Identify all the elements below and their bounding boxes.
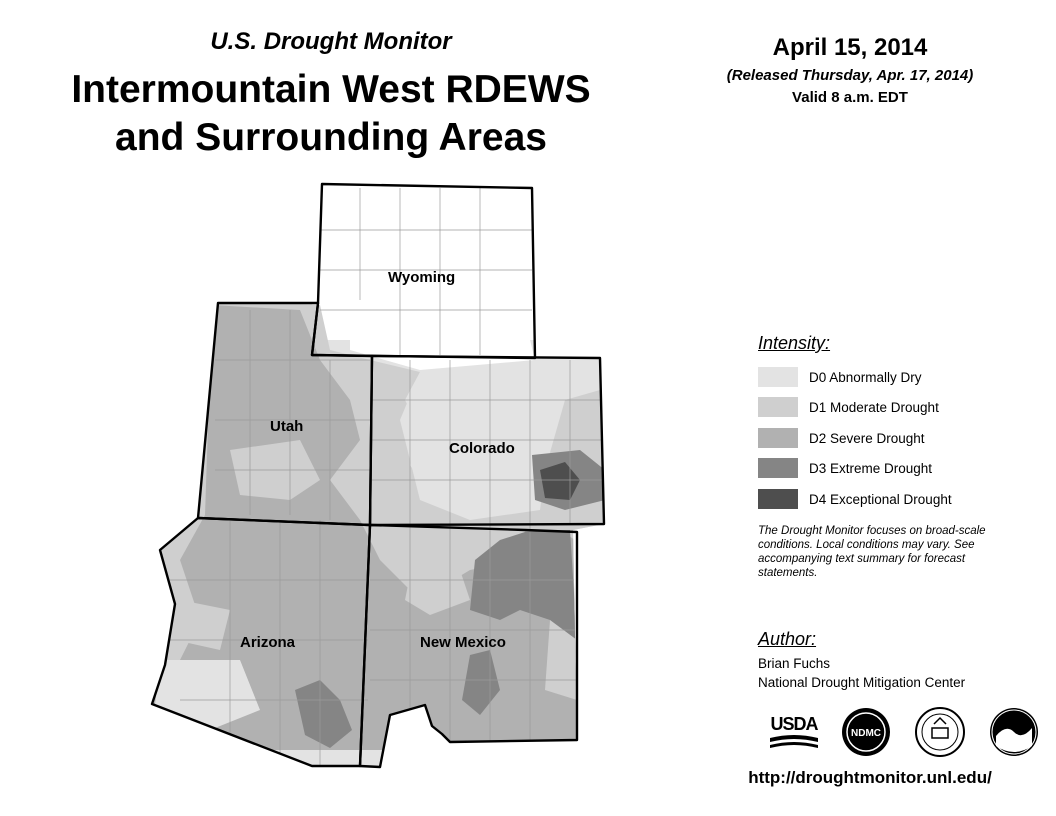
legend-swatch-d1 <box>758 397 798 417</box>
wyoming-no-drought <box>312 180 542 340</box>
legend-item-d4 <box>758 489 952 509</box>
legend-swatch-d2 <box>758 428 798 448</box>
disclaimer-note: The Drought Monitor focuses on broad-scale conditions. Local conditions may vary. See accompanying text summary for forecast statements. <box>758 525 986 579</box>
legend-item-d1 <box>758 397 939 417</box>
drought-areas <box>140 170 620 780</box>
legend-swatch-d0 <box>758 367 798 387</box>
usda-logo <box>766 706 822 758</box>
legend-label-d4: D4 Exceptional Drought <box>809 491 952 507</box>
author-heading: Author: <box>758 629 817 649</box>
map-supertitle: U.S. Drought Monitor <box>210 28 452 55</box>
map-date: April 15, 2014 <box>772 34 928 61</box>
valid-time: Valid 8 a.m. EDT <box>792 89 908 106</box>
state-label-arizona: Arizona <box>240 634 296 651</box>
noaa-logo <box>988 706 1040 758</box>
map-title-line1: Intermountain West RDEWS <box>71 68 591 111</box>
release-date: (Released Thursday, Apr. 17, 2014) <box>726 67 974 84</box>
author-organization: National Drought Mitigation Center <box>758 675 966 690</box>
state-label-wyoming: Wyoming <box>388 269 456 286</box>
legend-item-d2 <box>758 428 925 448</box>
map-title-line2: and Surrounding Areas <box>115 116 547 159</box>
svg-text:USDA: USDA <box>770 714 818 734</box>
legend-label-d0: D0 Abnormally Dry <box>809 369 922 385</box>
legend-item-d0 <box>758 367 922 387</box>
legend-label-d1: D1 Moderate Drought <box>809 399 939 415</box>
legend-item-d3 <box>758 458 932 478</box>
legend-label-d3: D3 Extreme Drought <box>809 460 933 476</box>
author-name: Brian Fuchs <box>758 656 831 671</box>
department-seal-logo <box>914 706 966 758</box>
legend-swatch-d4 <box>758 489 798 509</box>
legend-heading: Intensity: <box>758 333 831 353</box>
state-label-colorado: Colorado <box>449 440 515 457</box>
svg-text:NDMC: NDMC <box>851 728 881 739</box>
legend-label-d2: D2 Severe Drought <box>809 430 925 446</box>
legend-swatch-d3 <box>758 458 798 478</box>
state-label-new-mexico: New Mexico <box>420 634 506 651</box>
website-url: http://droughtmonitor.unl.edu/ <box>748 768 992 787</box>
state-label-utah: Utah <box>270 418 304 435</box>
ndmc-logo <box>840 706 892 758</box>
